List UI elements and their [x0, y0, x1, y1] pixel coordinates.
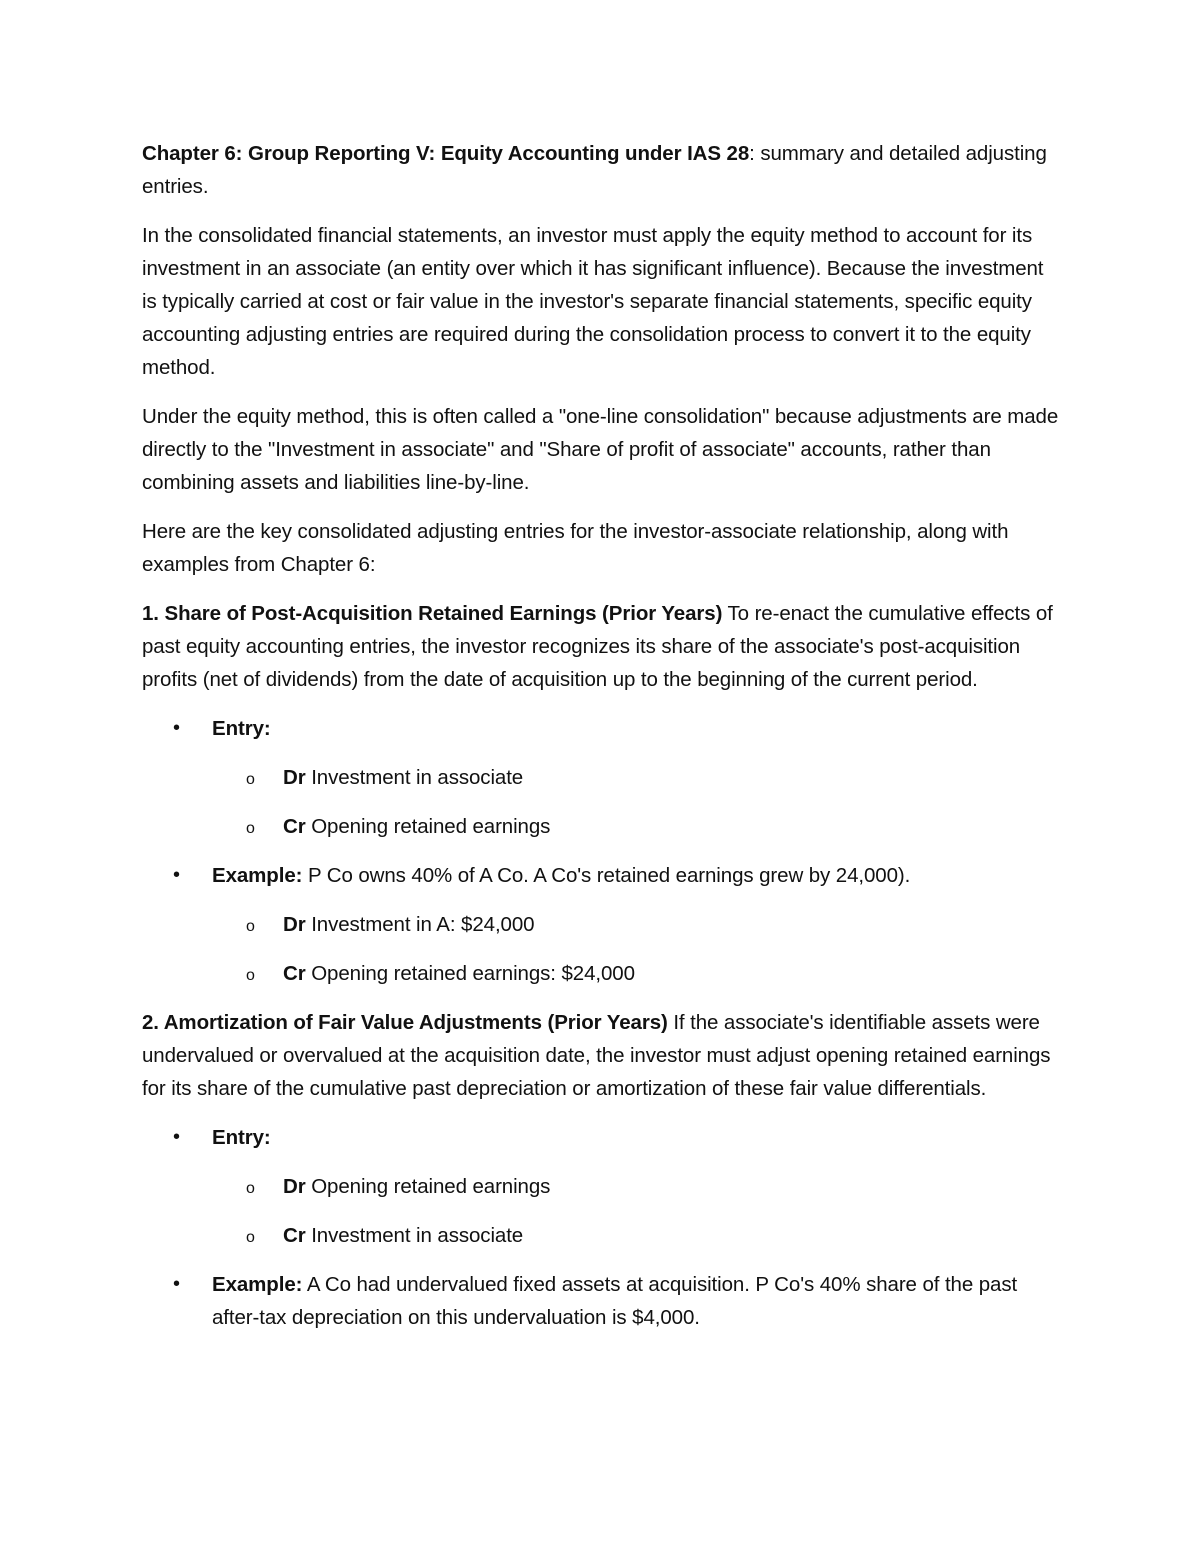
section-1-paragraph [142, 597, 1062, 696]
entry-label: Entry: [212, 717, 271, 740]
entry-account: Investment in associate [305, 766, 524, 789]
credit-label: Cr [283, 962, 306, 985]
section-2-entry-item [142, 1121, 1062, 1154]
sub-bullet-icon: o [246, 820, 255, 837]
debit-label: Dr [283, 766, 306, 789]
document-page [142, 137, 1062, 1350]
example-account: Investment in A: $24,000 [305, 913, 535, 936]
section-1-entry-line-1 [142, 761, 1062, 794]
bullet-icon: • [173, 1273, 180, 1295]
sub-bullet-icon: o [246, 1180, 255, 1197]
section-2-paragraph [142, 1006, 1062, 1105]
section-1-example-line-2 [142, 957, 1062, 990]
example-account: Opening retained earnings: $24,000 [305, 962, 635, 985]
section-2-entry-line-2 [142, 1219, 1062, 1252]
section-1-example-line-1 [142, 908, 1062, 941]
entry-account: Opening retained earnings [305, 1175, 551, 1198]
sub-bullet-icon: o [246, 918, 255, 935]
section-2-example-item [142, 1268, 1062, 1334]
section-1-heading: 1. Share of Post-Acquisition Retained Earnings (Prior Years) [142, 602, 723, 625]
section-2-text: If the associate's identifiable assets were undervalued or overvalued at the acquisition date, the investor must adjust opening retained earnings for its share of the cumulative past depreciation or amortization of these fair value differentials. [142, 1011, 1051, 1100]
bullet-icon: • [173, 1126, 180, 1148]
example-label: Example: [212, 1273, 303, 1296]
debit-label: Dr [283, 1175, 306, 1198]
example-text: P Co owns 40% of A Co. A Co's retained earnings grew by 24,000). [302, 864, 911, 887]
bullet-icon: • [173, 717, 180, 739]
credit-label: Cr [283, 1224, 306, 1247]
page-title [142, 137, 1062, 203]
intro-paragraph-1: In the consolidated financial statements, an investor must apply the equity method to account for its investment in an associate (an entity over which it has significant influence). Because the investment is typically carried at cost or fair value in the investor's separate financial statements, specific equity accounting adjusting entries are required during the consolidation process to convert it to the equity method. [142, 224, 1044, 379]
bullet-icon: • [173, 864, 180, 886]
title-rest: : summary and detailed adjusting entries. [142, 142, 1047, 198]
sub-bullet-icon: o [246, 967, 255, 984]
section-1-entry-line-2 [142, 810, 1062, 843]
entry-account: Investment in associate [305, 1224, 524, 1247]
section-1-text: To re-enact the cumulative effects of past equity accounting entries, the investor recognizes its share of the associate's post-acquisition profits (net of dividends) from the date of acquisition up to the beginning of the current period. [142, 602, 1053, 691]
title-bold: Chapter 6: Group Reporting V: Equity Accounting under IAS 28 [142, 142, 750, 165]
example-text: A Co had undervalued fixed assets at acquisition. P Co's 40% share of the past after-tax depreciation on this undervaluation is $4,000. [212, 1273, 1018, 1329]
entry-account: Opening retained earnings [305, 815, 551, 838]
intro-paragraph-2: Under the equity method, this is often called a "one-line consolidation" because adjustments are made directly to the "Investment in associate" and "Share of profit of associate" accounts, rather than combining assets and liabilities line-by-line. [142, 405, 1059, 494]
entry-label: Entry: [212, 1126, 271, 1149]
intro-paragraph-3: Here are the key consolidated adjusting entries for the investor-associate relationship, along with examples from Chapter 6: [142, 520, 1009, 576]
sub-bullet-icon: o [246, 771, 255, 788]
example-label: Example: [212, 864, 303, 887]
section-1-example-item [142, 859, 1062, 892]
section-2-heading: 2. Amortization of Fair Value Adjustments (Prior Years) [142, 1011, 668, 1034]
section-2-entry-line-1 [142, 1170, 1062, 1203]
section-1-entry-item [142, 712, 1062, 745]
credit-label: Cr [283, 815, 306, 838]
debit-label: Dr [283, 913, 306, 936]
sub-bullet-icon: o [246, 1229, 255, 1246]
